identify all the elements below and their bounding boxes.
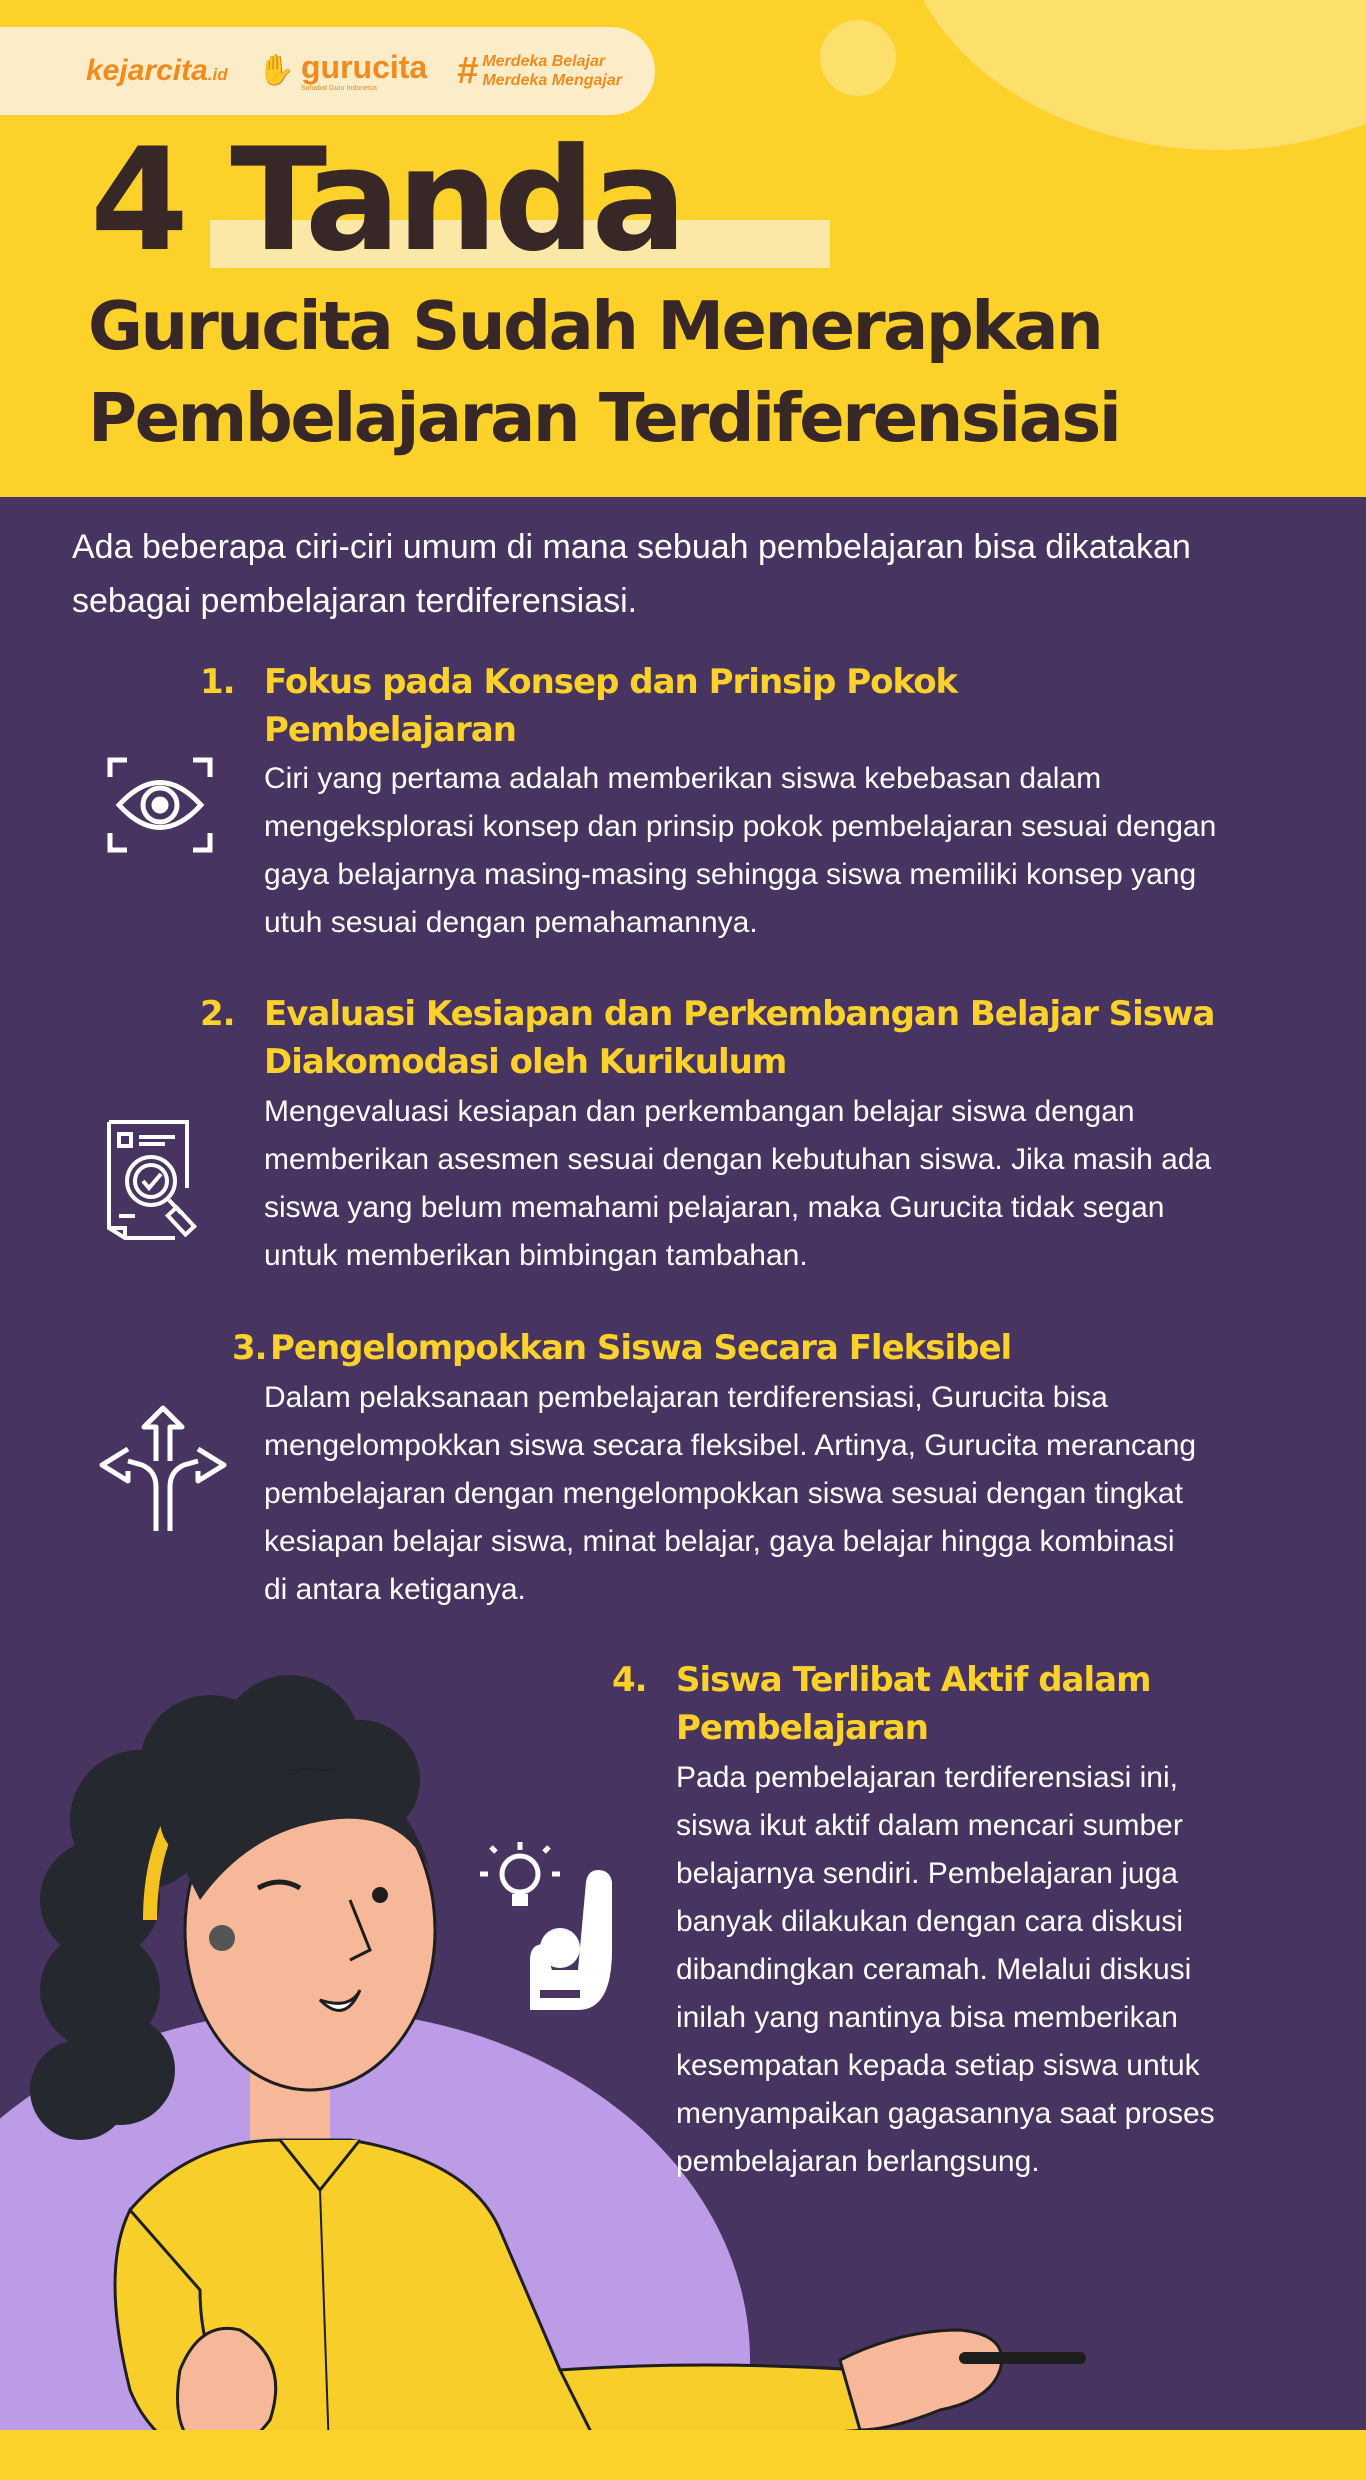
item-title: Evaluasi Kesiapan dan Perkembangan Belajar Siswa Diakomodasi oleh Kurikulum bbox=[264, 994, 1215, 1082]
intro-text: Ada beberapa ciri-ciri umum di mana sebuah pembelajaran bisa dikatakan sebagai pembelajaran terdiferensiasi. bbox=[72, 528, 1191, 620]
page-subtitle: Gurucita Sudah Menerapkan Pembelajaran Terdiferensiasi bbox=[88, 287, 1120, 457]
raised-hand-idea-icon bbox=[478, 1840, 628, 2010]
merdeka-belajar-logo: # Merdeka Belajar Merdeka Mengajar bbox=[457, 50, 622, 92]
decorative-dot bbox=[820, 20, 896, 96]
item-description: Dalam pelaksanaan pembelajaran terdiferensiasi, Gurucita bisa mengelompokkan siswa secara fleksibel. Artinya, Gurucita merancang pembelajaran dengan mengelompokkan siswa sesuai dengan tingkat kesiapan belajar siswa, minat belajar, gaya belajar hingga kombinasi di antara ketiganya. bbox=[264, 1381, 1197, 1606]
item-description: Ciri yang pertama adalah memberikan siswa kebebasan dalam mengeksplorasi konsep dan prinsip pokok pembelajaran sesuai dengan gaya belajarnya masing-masing sehingga siswa memiliki konsep yang utuh sesuai dengan pemahamannya. bbox=[264, 762, 1217, 939]
item-description: Pada pembelajaran terdiferensiasi ini, siswa ikut aktif dalam mencari sumber belajarnya sendiri. Pembelajaran juga banyak dilakukan dengan cara diskusi dibandingkan ceramah. Melalui diskusi inilah yang nantinya bisa memberikan kesempatan kepada setiap siswa untuk menyampaikan gagasannya saat proses pembelajaran berlangsung. bbox=[676, 1761, 1215, 2178]
item-number: 4. bbox=[612, 1660, 647, 1700]
item-number: 3. bbox=[232, 1328, 267, 1368]
page-title: 4 Tanda bbox=[90, 118, 684, 283]
eye-focus-icon bbox=[105, 755, 215, 855]
item-title: Siswa Terlibat Aktif dalam Pembelajaran bbox=[676, 1660, 1151, 1748]
item-title: Fokus pada Konsep dan Prinsip Pokok Pembelajaran bbox=[264, 662, 958, 750]
footer-bar bbox=[0, 2430, 1366, 2480]
item-description: Mengevaluasi kesiapan dan perkembangan belajar siswa dengan memberikan asesmen sesuai dengan kebutuhan siswa. Jika masih ada siswa yang belum memahami pelajaran, maka Gurucita tidak segan untuk memberikan bimbingan tambahan. bbox=[264, 1095, 1212, 1272]
document-evaluation-icon bbox=[105, 1118, 215, 1243]
gurucita-logo: ✋ gurucita Sahabat Guru Indonesia bbox=[257, 48, 428, 92]
item-title: Pengelompokkan Siswa Secara Fleksibel bbox=[270, 1328, 1012, 1368]
decorative-circle bbox=[900, 0, 1366, 150]
header-banner bbox=[0, 0, 1366, 497]
kejarcita-logo: kejarcita .id bbox=[86, 54, 228, 87]
split-arrows-icon bbox=[98, 1405, 228, 1535]
gurucita-hand-icon: ✋ bbox=[257, 54, 295, 87]
logo-bar bbox=[0, 27, 655, 115]
item-number: 2. bbox=[200, 994, 235, 1034]
item-number: 1. bbox=[200, 662, 235, 702]
hashtag-icon: # bbox=[457, 50, 479, 92]
